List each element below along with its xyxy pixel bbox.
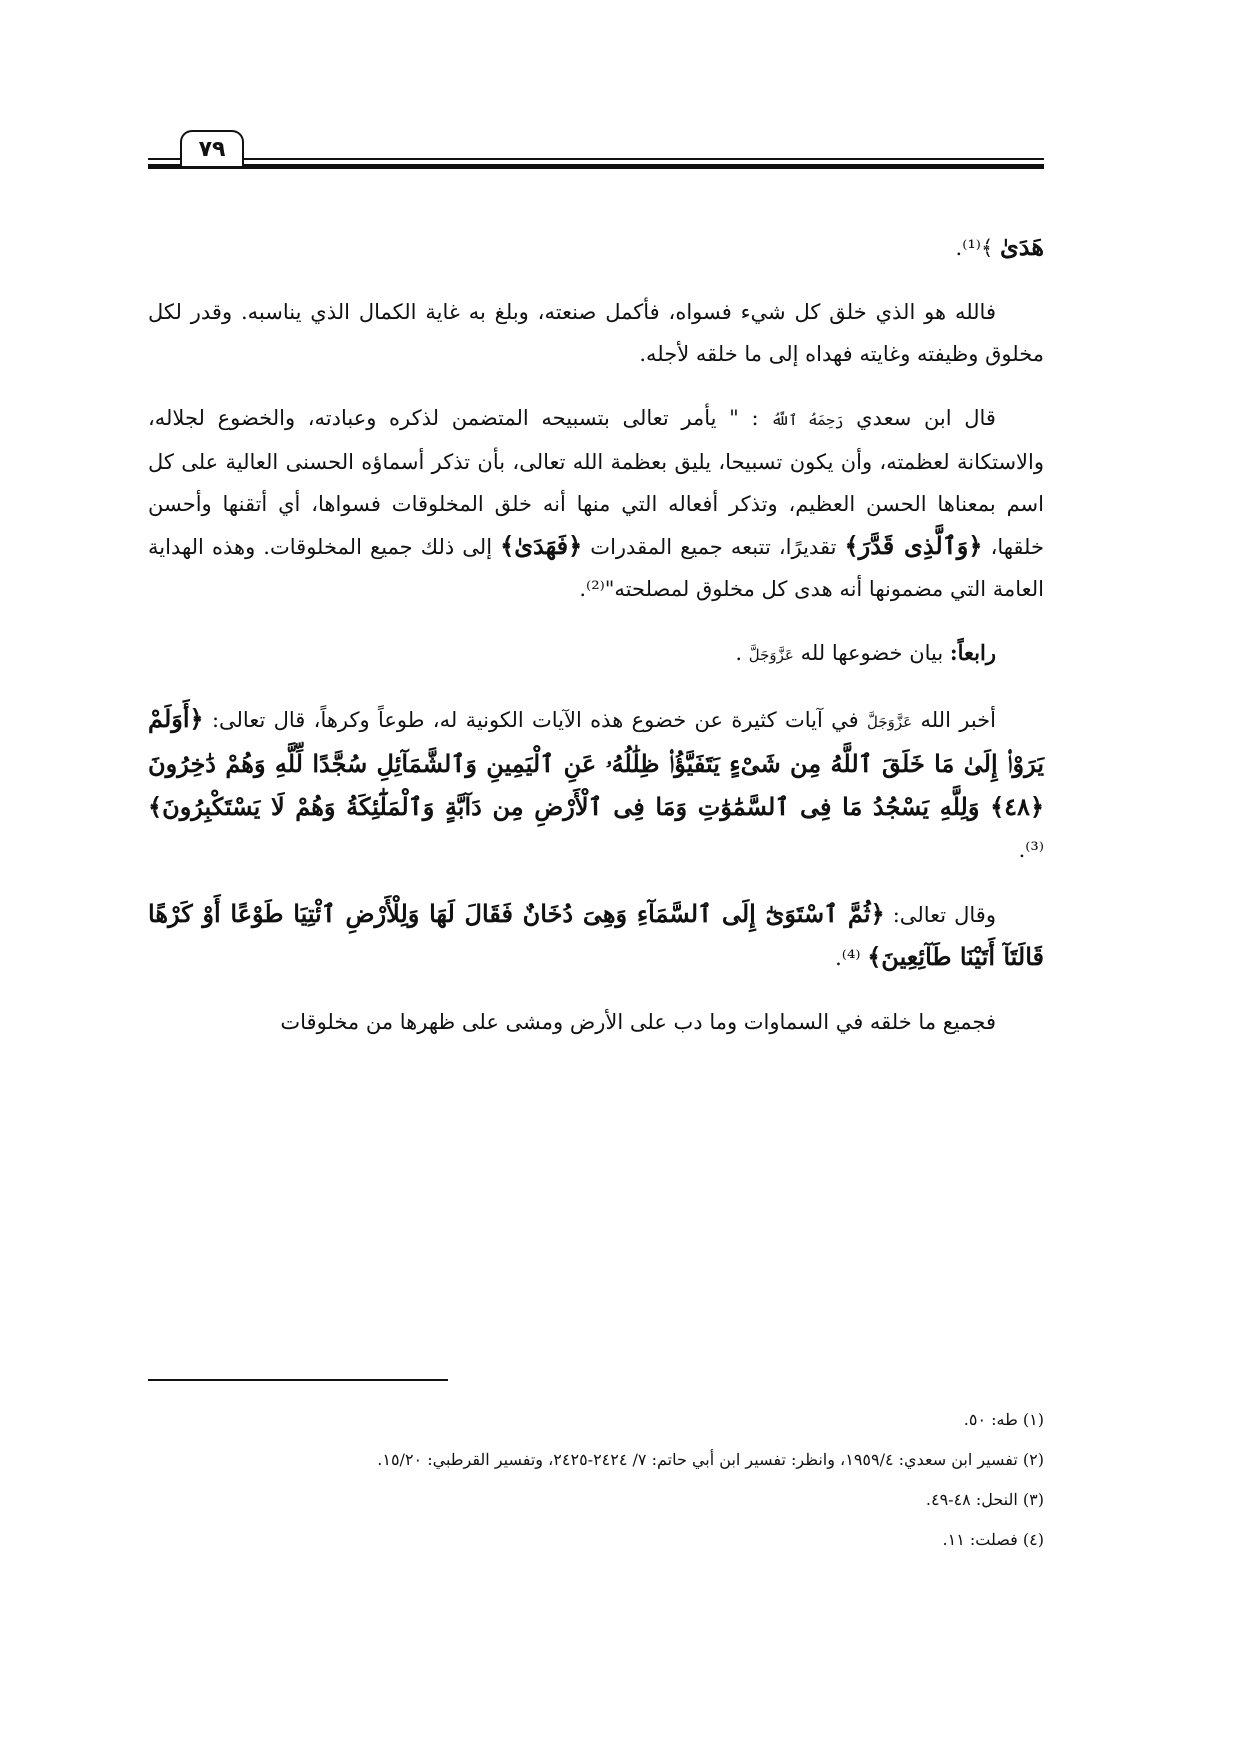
header-rule-thick xyxy=(148,164,1044,169)
honorific-azza-wajal: عَزَّوَجَلَّ xyxy=(748,646,794,664)
footnotes xyxy=(148,1400,1044,1560)
main-text xyxy=(148,226,1044,1065)
footnote-4: (٤) فصلت: ١١. xyxy=(942,1530,1044,1549)
paragraph-6: فجميع ما خلقه في السماوات وما دب على الأرض ومشى على ظهرها من مخلوقات xyxy=(280,1010,996,1034)
honorific-rahimahullah: رَحِمَهُ ٱللَّهُ xyxy=(771,411,844,429)
footnote-3: (٣) النحل: ٤٨-٤٩. xyxy=(925,1490,1044,1509)
p5-start: وقال تعالى: xyxy=(892,903,996,927)
paragraph-5 xyxy=(148,893,1044,979)
p2-text: : " يأمر تعالى بتسبيحه المتضمن لذكره وعبادته، والخضوع لجلاله، والاستكانة لعظمته، وأن يكون تسبيحا، يليق بعظمة الله تعالى، بأن تذكر أسماؤه الحسنى العالية على كل اسم بمعناها الحسن العظيم، وتذكر أفعاله التي منها أنه خلق المخلوقات فسواها، أي أتقنها وأحسن خلقها، xyxy=(148,406,1044,559)
verse-ending-line xyxy=(148,226,1044,269)
quran-verse-nahl: ﴿أَوَلَمْ يَرَوْا۟ إِلَىٰ مَا خَلَقَ ٱللَّهُ مِن شَىْءٍ يَتَفَيَّؤُا۟ ظِلَٰلُهُۥ عَنِ ٱلْيَمِينِ وَٱلشَّمَآئِلِ سُجَّدًا لِّلَّهِ وَهُمْ دَٰخِرُونَ ﴿٤٨﴾ وَلِلَّهِ يَسْجُدُ مَا فِى ٱلسَّمَٰوَٰتِ وَمَا فِى ٱلْأَرْضِ مِن دَآبَّةٍ وَٱلْمَلَٰٓئِكَةُ وَهُمْ لَا يَسْتَكْبِرُونَ﴾ xyxy=(148,704,1044,821)
footnote-1: (١) طه: ٥٠. xyxy=(963,1410,1044,1429)
quran-quote-1: ﴿وَٱلَّذِى قَدَّرَ﴾ xyxy=(844,531,983,560)
p2-mid: تقديرًا، تتبعه جميع المقدرات xyxy=(590,535,837,559)
p4-start: أخبر الله xyxy=(920,708,996,732)
p2-start: قال ابن سعدي xyxy=(856,406,996,430)
footnote-2: (٢) تفسير ابن سعدي: ١٩٥٩/٤، وانظر: تفسير ابن أبي حاتم: ٧/ ٢٤٢٤-٢٤٢٥، وتفسير القرطبي: ١٥/٢٠. xyxy=(377,1450,1044,1469)
verse-close-footnote: ﴾⁽¹⁾. xyxy=(955,236,994,260)
p4-footnote-ref: ⁽³⁾. xyxy=(1018,838,1044,862)
p4-text: في آيات كثيرة عن خضوع هذه الآيات الكونية له، طوعاً وكرهاً، قال تعالى: xyxy=(211,708,859,732)
paragraph-4 xyxy=(148,698,1044,871)
honorific-azza-wajal-2: عَزَّوَجَلَّ xyxy=(867,713,913,731)
p2-end: إلى ذلك جميع المخلوقات. وهذه الهداية العامة التي مضمونها أنه هدى كل مخلوق لمصلحته"⁽²⁾. xyxy=(148,535,1044,601)
header-rule xyxy=(148,158,1044,160)
quran-quote-2: ﴿فَهَدَىٰ﴾ xyxy=(500,531,583,560)
quran-verse-fussilat: ﴿ثُمَّ ٱسْتَوَىٰٓ إِلَى ٱلسَّمَآءِ وَهِىَ دُخَانٌ فَقَالَ لَهَا وَلِلْأَرْضِ ٱئْتِيَا طَوْعًا أَوْ كَرْهًا قَالَتَآ أَتَيْنَا طَآئِعِينَ﴾ xyxy=(148,899,1044,971)
quran-fragment: هَدَىٰ xyxy=(999,232,1044,261)
paragraph-2 xyxy=(148,397,1044,610)
page-number: ٧٩ xyxy=(180,130,244,166)
p3-dot: . xyxy=(735,641,743,665)
paragraph-1: فالله هو الذي خلق كل شيء فسواه، فأكمل صنعته، وبلغ به غاية الكمال الذي يناسبه. وقدر لكل مخلوق وظيفته وغايته فهداه إلى ما خلقه لأجله. xyxy=(148,300,1044,366)
footnote-separator xyxy=(148,1379,448,1381)
p3-text: بيان خضوعها لله xyxy=(800,641,944,665)
section-lead: رابعاً: xyxy=(949,640,996,665)
p5-footnote-ref: ⁽⁴⁾. xyxy=(835,946,861,970)
paragraph-3 xyxy=(148,632,1044,676)
